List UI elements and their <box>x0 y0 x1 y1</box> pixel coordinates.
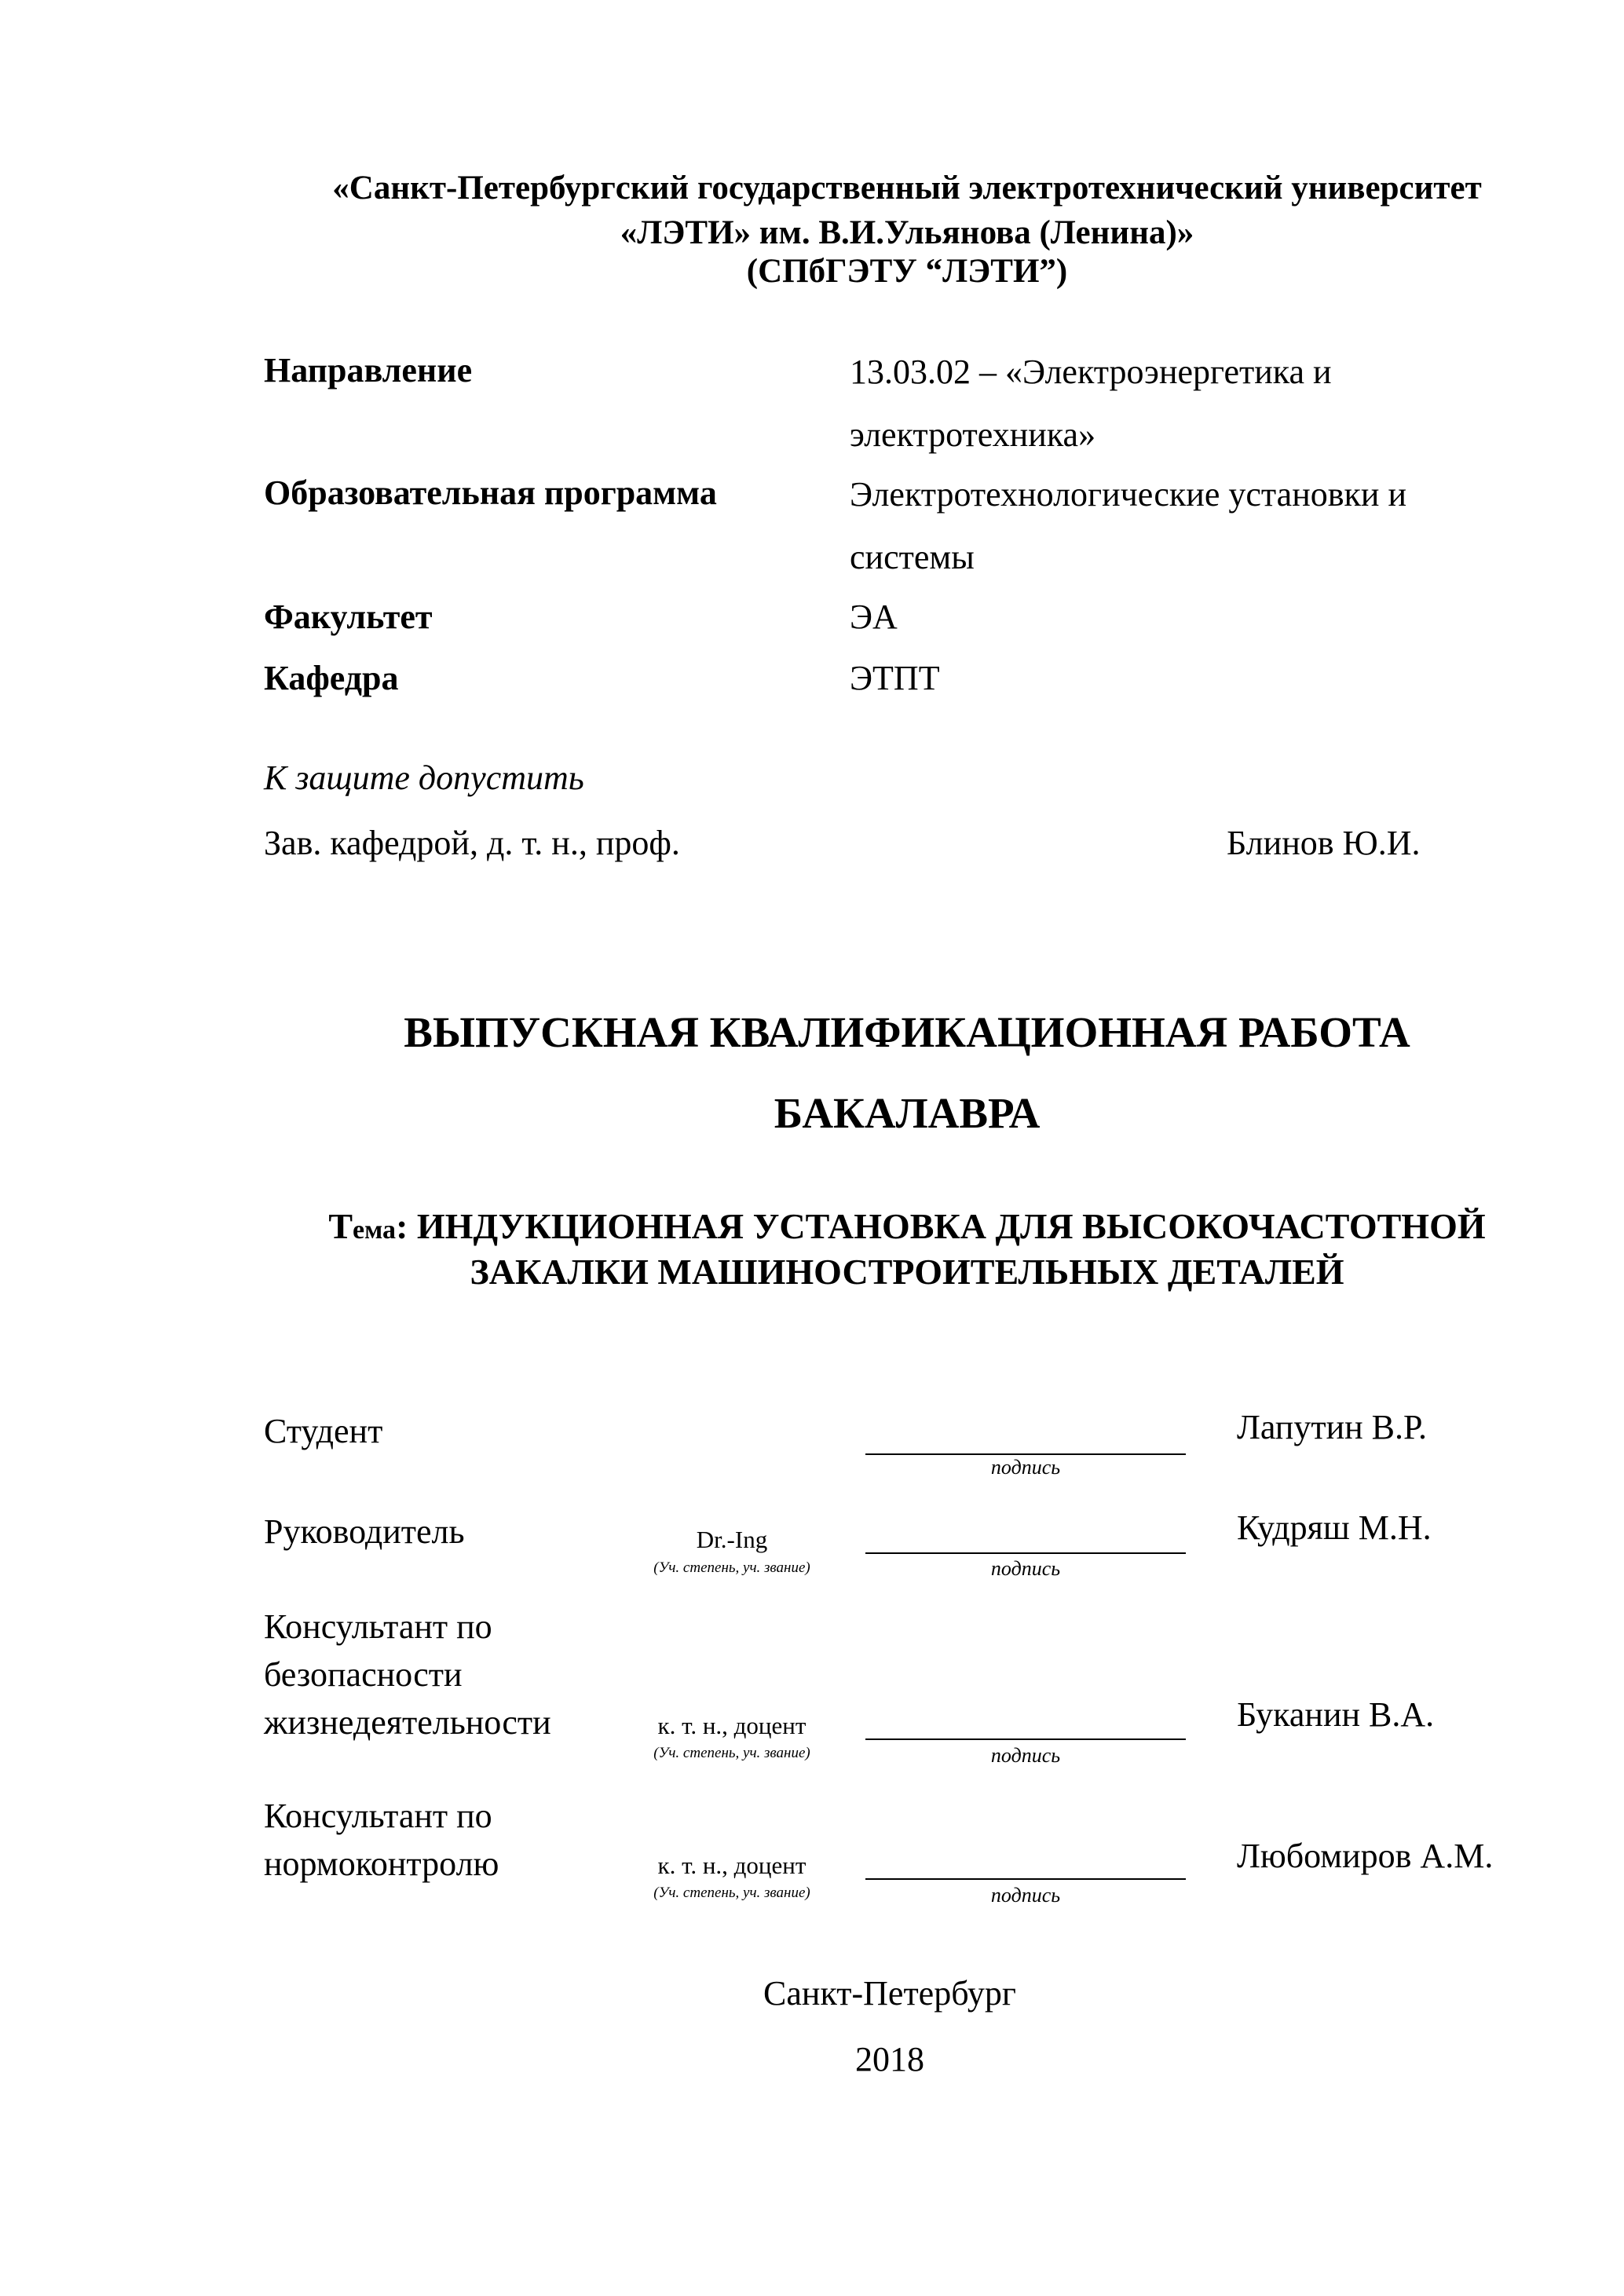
norm-consultant-degree-caption: (Уч. степень, уч. звание) <box>653 1885 810 1901</box>
faculty-value: ЭА <box>850 598 898 636</box>
direction-value <box>850 341 1332 466</box>
norm-consultant-role-line-2: нормоконтролю <box>264 1844 499 1883</box>
supervisor-degree-caption: (Уч. степень, уч. звание) <box>653 1559 810 1576</box>
document-title-line-2: БАКАЛАВРА <box>774 1089 1041 1137</box>
student-name: Лапутин В.Р. <box>1237 1408 1427 1446</box>
safety-consultant-signature-line <box>865 1738 1186 1740</box>
department-label: Кафедра <box>264 659 399 697</box>
university-name-line-1: «Санкт-Петербургский государственный электротехнический университет <box>332 170 1482 207</box>
approval-heading: К защите допустить <box>264 759 584 797</box>
faculty-label: Факультет <box>264 598 433 636</box>
direction-label: Направление <box>264 351 473 389</box>
footer-city: Санкт-Петербург <box>763 1974 1016 2013</box>
safety-consultant-role-line-3: жизнедеятельности <box>264 1703 551 1742</box>
supervisor-degree: Dr.-Ing <box>696 1526 768 1553</box>
topic-prefix-rest: ема <box>353 1216 397 1245</box>
norm-consultant-role <box>264 1792 499 1888</box>
norm-consultant-signature-caption: подпись <box>990 1884 1061 1907</box>
safety-consultant-role-line-1: Консультант по <box>264 1607 492 1646</box>
student-signature-line <box>865 1453 1186 1455</box>
safety-consultant-role <box>264 1603 551 1746</box>
university-abbreviation: (СПбГЭТУ “ЛЭТИ”) <box>746 253 1068 290</box>
topic-line-1-text: : ИНДУКЦИОННАЯ УСТАНОВКА ДЛЯ ВЫСОКОЧАСТОТНОЙ <box>396 1206 1486 1246</box>
department-value: ЭТПТ <box>850 659 940 697</box>
norm-consultant-role-line-1: Консультант по <box>264 1797 492 1835</box>
topic-line-1 <box>0 1205 1624 1252</box>
university-name-line-2: «ЛЭТИ» им. В.И.Ульянова (Ленина)» <box>620 214 1194 251</box>
norm-consultant-degree: к. т. н., доцент <box>657 1852 807 1879</box>
approval-position: Зав. кафедрой, д. т. н., проф. <box>264 824 680 862</box>
footer-year: 2018 <box>855 2040 924 2078</box>
safety-consultant-role-line-2: безопасности <box>264 1655 463 1694</box>
approval-name: Блинов Ю.И. <box>1227 824 1421 862</box>
program-label: Образовательная программа <box>264 473 717 512</box>
safety-consultant-degree: к. т. н., доцент <box>657 1712 807 1739</box>
direction-value-line-2: электротехника» <box>850 415 1096 454</box>
program-value <box>850 463 1406 589</box>
safety-consultant-degree-caption: (Уч. степень, уч. звание) <box>653 1745 810 1761</box>
topic-prefix-first: Т <box>328 1206 353 1246</box>
safety-consultant-signature-caption: подпись <box>990 1744 1061 1767</box>
program-value-line-2: системы <box>850 538 975 576</box>
supervisor-signature-caption: подпись <box>990 1557 1061 1580</box>
document-title-line-1: ВЫПУСКНАЯ КВАЛИФИКАЦИОННАЯ РАБОТА <box>404 1008 1410 1056</box>
topic-line-2: ЗАКАЛКИ МАШИНОСТРОИТЕЛЬНЫХ ДЕТАЛЕЙ <box>470 1252 1344 1292</box>
direction-value-line-1: 13.03.02 – «Электроэнергетика и <box>850 353 1332 391</box>
student-signature-caption: подпись <box>990 1456 1061 1479</box>
norm-consultant-name: Любомиров А.М. <box>1237 1837 1494 1875</box>
student-role: Студент <box>264 1412 383 1450</box>
supervisor-signature-line <box>865 1552 1186 1554</box>
safety-consultant-name: Буканин В.А. <box>1237 1695 1435 1734</box>
program-value-line-1: Электротехнологические установки и <box>850 475 1406 514</box>
supervisor-role: Руководитель <box>264 1512 465 1551</box>
norm-consultant-signature-line <box>865 1878 1186 1880</box>
supervisor-name: Кудряш М.Н. <box>1237 1508 1432 1547</box>
